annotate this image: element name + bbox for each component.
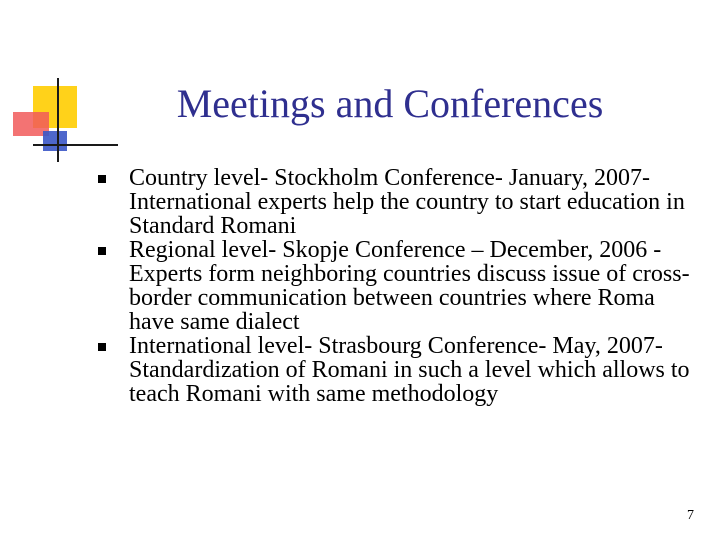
bullet-text: Country level- Stockholm Conference- January, 2007- International experts help the country to start education in Standard Romani bbox=[129, 165, 685, 239]
bullet-item bbox=[98, 238, 698, 334]
bullet-item bbox=[98, 334, 698, 406]
bullet-text: International level- Strasbourg Conference- May, 2007-Standardization of Romani in such a level which allows to teach Romani with same methodology bbox=[129, 333, 690, 407]
bullet-text: Regional level- Skopje Conference – December, 2006 - Experts form neighboring countries discuss issue of cross-border communication between countries where Roma have same dialect bbox=[129, 237, 690, 335]
square-bullet-icon bbox=[98, 175, 106, 183]
logo-blue-square bbox=[43, 131, 67, 151]
bullet-item bbox=[98, 166, 698, 238]
square-bullet-icon bbox=[98, 247, 106, 255]
slide-title: Meetings and Conferences bbox=[176, 81, 604, 126]
bullet-list bbox=[98, 166, 698, 406]
decorative-logo-icon bbox=[0, 0, 120, 170]
page-number: 7 bbox=[687, 508, 694, 523]
square-bullet-icon bbox=[98, 343, 106, 351]
